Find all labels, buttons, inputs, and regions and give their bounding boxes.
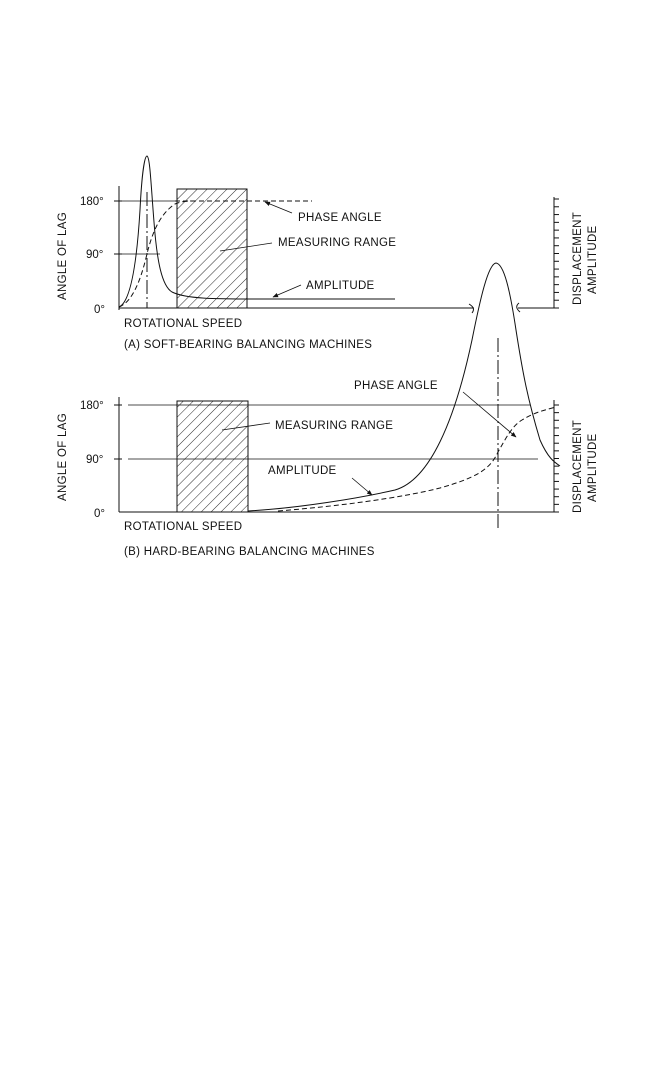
diagram-b-amplitude-leader (352, 478, 372, 495)
diagram-a-amplitude-leader (273, 285, 301, 297)
diagram-b (57, 263, 599, 558)
diagram-b-right-ticks (554, 405, 559, 512)
diagram-b-measuring-range-label: MEASURING RANGE (275, 420, 394, 432)
diagram-a-right-axis-title-1: DISPLACEMENT (572, 211, 584, 305)
diagram-a-caption: (A) SOFT-BEARING BALANCING MACHINES (124, 339, 373, 351)
diagram-b-right-axis-title-2: AMPLITUDE (587, 433, 599, 502)
diagram-b-tick-label-0: 0° (94, 508, 105, 520)
diagram-a-x-axis-title: ROTATIONAL SPEED (124, 318, 243, 330)
diagram-b-amplitude-label: AMPLITUDE (268, 465, 337, 477)
diagram-b-tick-label-90: 90° (86, 454, 104, 466)
diagram-a-right-axis-title-2: AMPLITUDE (587, 225, 599, 294)
diagram-a-y-axis-title: ANGLE OF LAG (57, 212, 69, 300)
diagram-a-phase-angle-label: PHASE ANGLE (298, 212, 382, 224)
diagram-a-tick-label-180: 180° (80, 196, 104, 208)
diagram-b-y-axis-title: ANGLE OF LAG (57, 413, 69, 501)
diagram-a-tick-label-0: 0° (94, 304, 105, 316)
diagram-b-phase-angle-label: PHASE ANGLE (354, 380, 438, 392)
diagram-b-caption: (B) HARD-BEARING BALANCING MACHINES (124, 546, 375, 558)
diagram-a-phase-leader (265, 202, 292, 213)
diagram-a-measuring-range-label: MEASURING RANGE (278, 237, 397, 249)
diagram-b-measuring-range (177, 401, 248, 512)
diagram-b-phase-leader (463, 392, 516, 437)
diagram-a (57, 156, 599, 351)
diagram-a-amplitude-label: AMPLITUDE (306, 280, 375, 292)
diagram-b-right-axis-title-1: DISPLACEMENT (572, 419, 584, 513)
diagram-b-x-axis-title: ROTATIONAL SPEED (124, 521, 243, 533)
diagram-a-right-ticks (554, 199, 559, 308)
diagram-b-tick-label-180: 180° (80, 400, 104, 412)
diagram-a-tick-label-90: 90° (86, 249, 104, 261)
